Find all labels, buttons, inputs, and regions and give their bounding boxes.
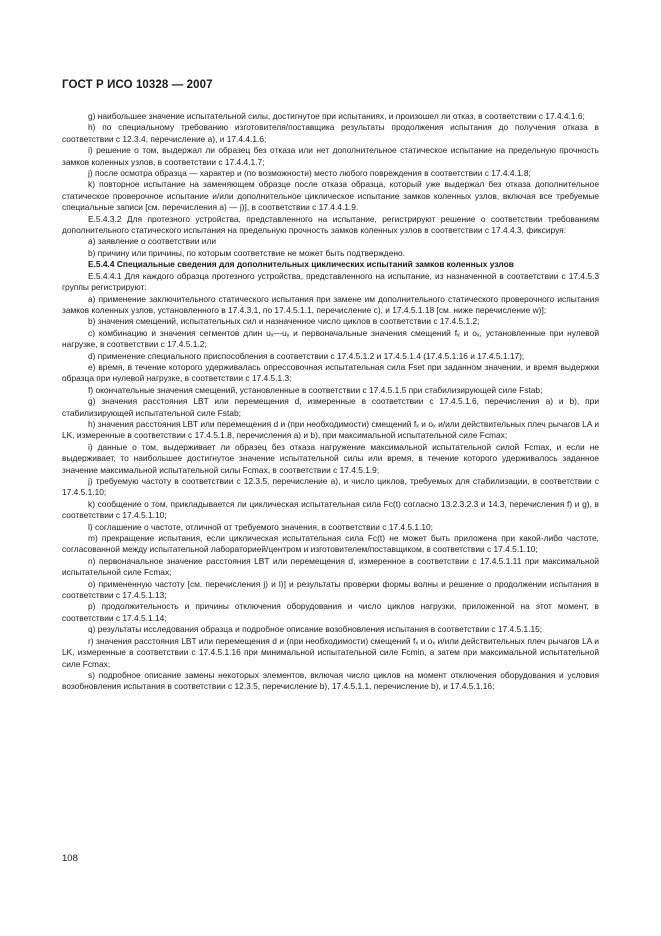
- paragraph: i) данные о том, выдерживает ли образец без отказа нагружение максимальной испытательной силой Fcmax, и если не выдерживает, то наибольшее достигнутое значение испытательной силы или время, в течение которого удерживалось заданное значение максимальной испытательной силы Fcmax, в соответствии с 17.4.5.1.9;: [62, 441, 599, 475]
- paragraph: g) наибольшее значение испытательной силы, достигнутое при испытаниях, и произошел ли отказ, в соответствии с 17.4.4.1.6;: [88, 111, 585, 121]
- document-body: [62, 111, 599, 693]
- paragraph: Е.5.4.3.2 Для протезного устройства, представленного на испытание, регистрируют решение о соответствии требованиям дополнительного статического испытания на предельную прочность замков коленных узлов в соответствии с 17.4.4.3, фиксируя:: [62, 213, 599, 236]
- paragraph: n) первоначальное значение расстояния LBT или перемещения d, измеренное в соответствии с 17.4.5.1.11 при максимальной испытательной силе Fcmax;: [62, 555, 599, 578]
- paragraph: j) после осмотра образца — характер и (по возможности) место любого повреждения в соответствии с 17.4.4.1.8;: [88, 168, 531, 179]
- paragraph: q) результаты исследования образца и подробное описание возобновления испытания в соответствии с 17.4.5.1.15;: [88, 624, 543, 635]
- paragraph: е) время, в течение которого удерживалась опрессовочная испытательная сила Fset при заданном значении, и время выдержки образца при нулевой нагрузке, в соответствии с 17.4.5.1.3;: [62, 361, 599, 384]
- paragraph: m) прекращение испытания, если циклическая испытательная сила Fc(t) не может быть приложена при какой-либо частоте, согласованной между испытательной лабораторией/центром и изготовителем/поставщиком, в соответствии с 17.4.5.1.10;: [62, 533, 599, 555]
- paragraph: b) значения смещений, испытательных сил и назначенное число циклов в соответствии с 17.4.5.1.2;: [88, 316, 480, 327]
- paragraph: k) повторное испытание на заменяющем образце после отказа образца, который уже выдержал без отказа дополнительное статическое проверочное испытание и/или дополнительное циклическое испытание замков коленных узлов, включая все требуемые специальные записи [см. перечисления а) — j)], в соответствии с 17.4.4.1.9.: [62, 179, 599, 213]
- paragraph: о) примененную частоту [см. перечисления j) и l)] и результаты проверки формы волны и решение о продолжении испытания в соответствии с 17.4.5.1.13;: [62, 578, 599, 601]
- paragraph: а) заявление о соответствии или: [88, 236, 217, 247]
- paragraph: b) причину или причины, по которым соответствие не может быть подтверждено.: [88, 247, 405, 258]
- paragraph: h) по специальному требованию изготовителя/поставщика результаты продолжения испытания до получения отказа в соответствии с 12.3.4, перечисление а), и 17.4.4.1.6;: [62, 122, 599, 144]
- paragraph: с) комбинацию и значения сегментов длин uₓ—uᵧ и первоначальные значения смещений fₓ и oₓ, установленные при нулевой нагрузке, в соответствии с 17.4.5.1.2;: [62, 327, 599, 350]
- paragraph: Е.5.4.4.1 Для каждого образца протезного устройства, представленного на испытание, из назначенной в соответствии с 17.4.5.3 группы регистрируют:: [62, 270, 599, 293]
- paragraph: f) окончательные значения смещений, установленные в соответствии с 17.4.5.1.5 при стабилизирующей силе Fstab;: [88, 384, 543, 395]
- page-header: ГОСТ Р ИСО 10328 — 2007: [62, 79, 213, 91]
- paragraph: i) решение о том, выдержал ли образец без отказа или нет дополнительное статическое испытание на предельную прочность замков коленных узлов, в соответствии с 17.4.4.1.7;: [62, 145, 599, 167]
- paragraph: р) продолжительность и причины отключения оборудования и число циклов нагрузки, приложенной на этот момент, в соответствии с 17.4.5.1.14;: [62, 601, 599, 623]
- paragraph: j) требуемую частоту в соответствии с 12.3.5, перечисление а), и число циклов, требуемых для стабилизации, в соответствии с 17.4.5.1.10;: [62, 476, 599, 498]
- paragraph: g) значения расстояния LBT или перемещения d, измеренные в соответствии с 17.4.5.1.6, перечисления а) и b), при стабилизирующей испытательной силе Fstab;: [62, 396, 599, 418]
- paragraph: l) соглашение о частоте, отличной от требуемого значения, в соответствии с 17.4.5.1.10;: [88, 521, 433, 532]
- paragraph: r) значения расстояния LBT или перемещения d и (при необходимости) смещений fₓ и oₓ и/или действительных плеч рычагов LA и LK, измеренные в соответствии с 17.4.5.1.16 при минимальной испытательной силе Fcmin, а затем при максимальной испытательной силе Fcmax;: [62, 635, 599, 669]
- paragraph: h) значения расстояния LBT или перемещения d и (при необходимости) смещений fₓ и oₓ и/или действительных плеч рычагов LA и LK, измеренные в соответствии с 17.4.5.1.8, перечисления а) и b), при максимальной испытательной силе Fcmax;: [62, 418, 599, 441]
- paragraph: d) применение специального приспособления в соответствии с 17.4.5.1.2 и 17.4.5.1.4 (17.4.5.1.16 и 17.4.5.1.17);: [88, 350, 525, 361]
- section-heading: Е.5.4.4 Специальные сведения для дополнительных циклических испытаний замков коленных узлов: [88, 259, 514, 270]
- page-number: 108: [62, 853, 78, 864]
- paragraph: s) подробное описание замены некоторых элементов, включая число циклов на момент отключения оборудования и условия возобновления испытания в соответствии с 12.3.5, перечисление b), 17.4.5.1.1, перечисление b), и 17.4.5.1.16;: [62, 669, 599, 692]
- paragraph: k) сообщение о том, прикладывается ли циклическая испытательная сила Fc(t) согласно 13.2.3.2.3 и 14.3, перечисления f) и g), в соответствии с 17.4.5.1.10;: [62, 498, 599, 521]
- paragraph: а) применение заключительного статического испытания при заменe им дополнительного статического проверочного испытания замков коленных узлов, установленного в 17.4.3.1, по 17.4.5.1.1, перечисление с), и 17.4.5.1.18 [см. ниже перечисление w)];: [62, 293, 599, 315]
